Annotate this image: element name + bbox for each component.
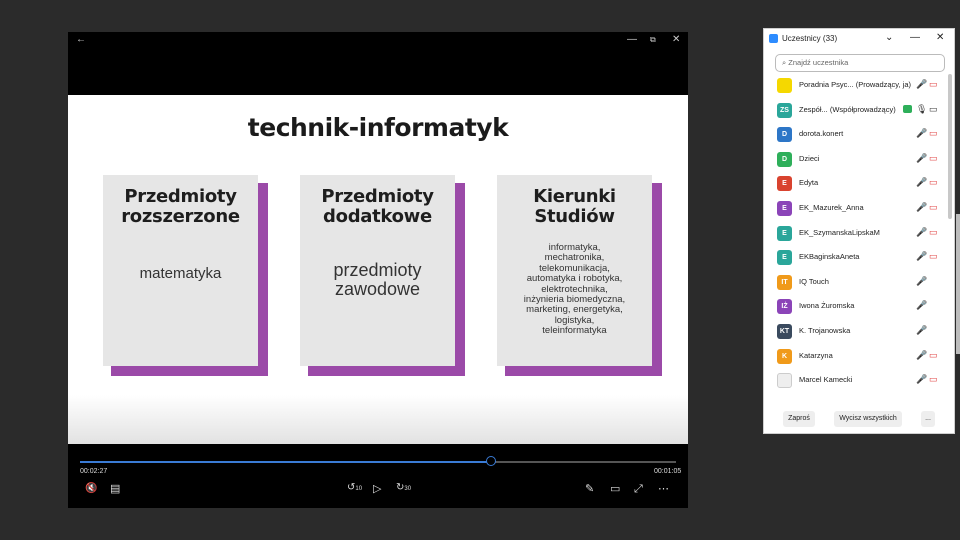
card-heading bbox=[300, 187, 455, 227]
participant-name: Marcel Kamecki bbox=[799, 375, 853, 385]
rewind-icon[interactable] bbox=[347, 480, 362, 496]
play-icon[interactable]: ▷ bbox=[373, 483, 382, 495]
card-content-line: przedmioty bbox=[333, 260, 422, 280]
muted-microphone-icon[interactable]: 🎤 bbox=[916, 79, 928, 89]
background-window-edge bbox=[956, 214, 960, 354]
participant-row[interactable] bbox=[764, 74, 942, 98]
muted-microphone-icon[interactable]: 🎤 bbox=[916, 251, 928, 262]
avatar: KT bbox=[777, 324, 792, 339]
forward-arrow-icon: ↻ bbox=[396, 482, 405, 493]
avatar: IŻ bbox=[777, 299, 792, 314]
card-body bbox=[300, 175, 455, 366]
muted-microphone-icon[interactable]: 🎤 bbox=[916, 374, 928, 385]
mute-all-button[interactable]: Wycisz wszystkich bbox=[834, 411, 902, 427]
card-content-line: automatyka i robotyka, bbox=[526, 273, 623, 285]
card-content-line: mechatronika, bbox=[544, 252, 605, 264]
card-heading-line: dodatkowe bbox=[323, 206, 432, 227]
card-content-line: marketing, energetyka, bbox=[526, 304, 623, 316]
muted-microphone-icon[interactable]: 🎤 bbox=[916, 152, 928, 163]
card-heading bbox=[497, 187, 652, 227]
search-placeholder: Znajdź uczestnika bbox=[788, 58, 849, 67]
panel-title: Uczestnicy (33) bbox=[782, 34, 838, 43]
muted-microphone-icon[interactable]: 🎤 bbox=[916, 202, 928, 212]
muted-microphone-icon[interactable]: 🎤 bbox=[916, 349, 928, 360]
avatar bbox=[777, 373, 792, 388]
card-heading bbox=[103, 187, 258, 227]
card-content-line: elektrotechnika, bbox=[541, 283, 608, 295]
close-button[interactable]: ✕ bbox=[936, 32, 945, 43]
participant-row[interactable] bbox=[764, 320, 942, 344]
participant-row[interactable] bbox=[764, 345, 942, 369]
invite-button[interactable]: Zaproś bbox=[783, 411, 815, 427]
participant-row[interactable] bbox=[764, 123, 942, 147]
card-content-line: zawodowe bbox=[334, 279, 421, 299]
participant-name: EK_Mazurek_Anna bbox=[799, 203, 864, 212]
video-off-icon[interactable]: ▭ bbox=[929, 152, 938, 163]
card-content-line: telekomunikacja, bbox=[539, 262, 610, 274]
participant-row[interactable] bbox=[764, 271, 942, 295]
avatar: D bbox=[777, 127, 792, 142]
rewind-seconds: 10 bbox=[355, 486, 363, 492]
chevron-down-icon[interactable]: ⌄ bbox=[885, 32, 894, 43]
more-button[interactable]: ... bbox=[921, 411, 935, 427]
card-content-line: matematyka bbox=[139, 265, 222, 282]
pen-icon[interactable]: ✎ bbox=[585, 483, 595, 495]
video-off-icon[interactable]: ▭ bbox=[929, 79, 938, 89]
avatar: E bbox=[777, 226, 792, 241]
screen-share-icon bbox=[903, 105, 912, 113]
search-icon: ⌕ bbox=[782, 58, 787, 67]
avatar: D bbox=[777, 152, 792, 167]
participant-name: dorota.konert bbox=[799, 129, 844, 139]
video-off-icon[interactable]: ▭ bbox=[929, 349, 938, 360]
video-player bbox=[68, 32, 688, 508]
card-content-line: inżynieria biomedyczna, bbox=[523, 294, 626, 306]
participant-row[interactable] bbox=[764, 99, 942, 123]
card-content-line: logistyka, bbox=[554, 314, 595, 326]
card-heading-line: Przedmioty bbox=[321, 186, 434, 207]
muted-microphone-icon[interactable]: 🎤 bbox=[916, 275, 928, 286]
card-content-line: informatyka, bbox=[548, 242, 601, 253]
avatar: E bbox=[777, 176, 792, 191]
avatar bbox=[777, 78, 792, 93]
card-content bbox=[103, 265, 258, 282]
video-off-icon[interactable]: ▭ bbox=[929, 251, 938, 262]
elapsed-time: 00:02:27 bbox=[80, 468, 108, 475]
participant-row[interactable] bbox=[764, 222, 942, 246]
slide-title: technik-informatyk bbox=[247, 113, 509, 142]
video-off-icon[interactable]: ▭ bbox=[929, 128, 938, 139]
card-content bbox=[497, 243, 652, 337]
participant-name: Katarzyna bbox=[799, 350, 833, 360]
muted-microphone-icon[interactable]: 🎤 bbox=[916, 128, 928, 139]
card-study-fields bbox=[497, 175, 662, 375]
rewind-arrow-icon: ↺ bbox=[347, 482, 356, 493]
participant-name: Poradnia Psyc... (Prowadzący, ja) bbox=[799, 80, 911, 89]
player-title-bar bbox=[68, 32, 688, 48]
participant-name: EKBaginskaAneta bbox=[799, 252, 860, 262]
minimize-button[interactable]: — bbox=[627, 34, 637, 45]
video-off-icon[interactable]: ▭ bbox=[929, 226, 938, 237]
presentation-slide bbox=[68, 95, 688, 444]
more-options-icon[interactable]: ⋯ bbox=[658, 483, 669, 495]
participant-row[interactable] bbox=[764, 148, 942, 172]
card-heading-line: Studiów bbox=[534, 206, 615, 227]
card-additional-subjects bbox=[300, 175, 465, 375]
avatar: E bbox=[777, 250, 792, 265]
participant-name: IQ Touch bbox=[799, 276, 829, 286]
fullscreen-icon[interactable]: ⤢ bbox=[634, 483, 643, 495]
avatar: IT bbox=[777, 275, 792, 290]
remaining-time: 00:01:05 bbox=[654, 468, 682, 475]
participant-row[interactable] bbox=[764, 197, 942, 221]
microphone-icon[interactable]: 🎙 bbox=[916, 103, 928, 114]
card-heading-line: Przedmioty bbox=[124, 186, 237, 207]
card-heading-line: rozszerzone bbox=[121, 206, 240, 227]
video-camera-icon[interactable]: ▭ bbox=[929, 103, 938, 114]
participants-panel bbox=[763, 28, 955, 434]
participant-name: K. Trojanowska bbox=[799, 326, 851, 335]
participant-row[interactable] bbox=[764, 172, 942, 196]
avatar: E bbox=[777, 201, 792, 216]
muted-microphone-icon[interactable]: 🎤 bbox=[916, 325, 928, 335]
captions-icon[interactable]: ▤ bbox=[110, 483, 121, 495]
participant-name: Dzieci bbox=[799, 153, 820, 163]
avatar: ZS bbox=[777, 103, 792, 118]
video-off-icon[interactable]: ▭ bbox=[929, 202, 938, 212]
card-extended-subjects bbox=[103, 175, 268, 375]
avatar: K bbox=[777, 349, 792, 364]
card-content-line: teleinformatyka bbox=[542, 325, 607, 337]
video-off-icon[interactable]: ▭ bbox=[929, 374, 938, 385]
seek-bar-progress bbox=[80, 461, 491, 463]
back-arrow-icon[interactable]: ← bbox=[76, 34, 86, 45]
search-input[interactable] bbox=[775, 54, 945, 72]
participant-name: EK_SzymanskaLipskaM bbox=[799, 227, 880, 237]
participant-name: Zespół... (Współprowadzący) bbox=[799, 104, 896, 114]
close-button[interactable]: ✕ bbox=[672, 34, 681, 45]
forward-icon[interactable] bbox=[396, 480, 411, 496]
card-content bbox=[300, 261, 455, 299]
zoom-logo-icon bbox=[769, 34, 778, 43]
seek-bar-thumb[interactable] bbox=[486, 456, 496, 466]
card-heading-line: Kierunki bbox=[533, 186, 616, 207]
muted-microphone-icon[interactable]: 🎤 bbox=[916, 300, 928, 311]
forward-seconds: 30 bbox=[404, 486, 412, 492]
scrollbar[interactable] bbox=[948, 74, 952, 219]
participant-row[interactable] bbox=[764, 369, 942, 393]
participant-row[interactable] bbox=[764, 295, 942, 319]
card-body bbox=[103, 175, 258, 366]
minimize-button[interactable]: — bbox=[910, 32, 920, 43]
miniplayer-icon[interactable]: ▭ bbox=[610, 483, 621, 495]
card-body bbox=[497, 175, 652, 366]
video-off-icon[interactable]: ▭ bbox=[929, 177, 938, 188]
seek-bar[interactable] bbox=[80, 461, 676, 463]
muted-microphone-icon[interactable]: 🎤 bbox=[916, 177, 928, 188]
participant-name: Iwona Żuromska bbox=[799, 301, 855, 311]
mute-icon[interactable]: 🔇 bbox=[85, 483, 98, 494]
participant-name: Edyta bbox=[799, 178, 819, 188]
participant-row[interactable] bbox=[764, 246, 942, 270]
muted-microphone-icon[interactable]: 🎤 bbox=[916, 226, 928, 237]
restore-button[interactable]: ⧉ bbox=[650, 35, 656, 44]
